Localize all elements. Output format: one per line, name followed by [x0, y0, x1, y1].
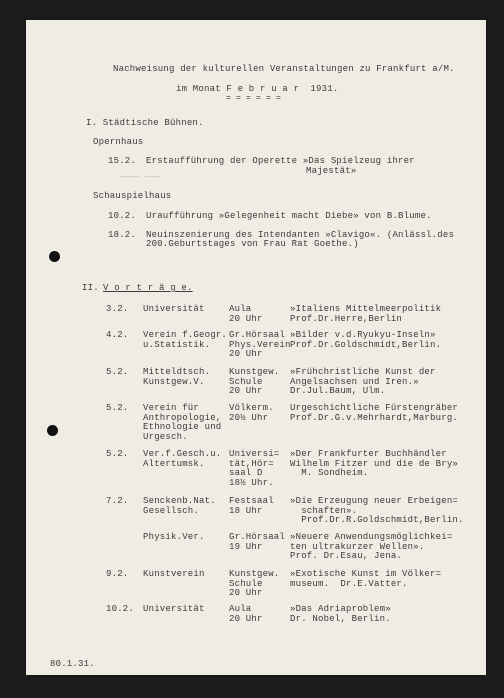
lecture-venue: Phys.Verein	[229, 339, 291, 350]
lecture-venue: Gr.Hörsaal	[229, 532, 286, 542]
lecture-date: 5.2.	[106, 403, 129, 413]
lecture-topic: Prof.Dr.R.Goldschmidt,Berlin.	[290, 515, 464, 525]
lecture-organizer: Ver.f.Gesch.u.	[143, 449, 222, 459]
lecture-topic: M. Sondheim.	[290, 468, 369, 478]
lecture-topic: »Das Adriaproblem»	[290, 604, 391, 614]
lecture-organizer: Verein f.Geogr.	[143, 330, 228, 340]
lecture-venue: Aula	[229, 304, 252, 314]
lecture-organizer: Urgesch.	[143, 431, 188, 442]
lecture-venue: Schule	[229, 376, 263, 387]
lecture-topic: Prof. Dr.Esau, Jena.	[290, 551, 403, 561]
lecture-topic: »Die Erzeugung neuer Erbeigen=	[290, 496, 459, 506]
lecture-topic: Dr. Nobel, Berlin.	[290, 613, 391, 624]
section-2-num: II.	[82, 283, 99, 293]
doc-subtitle: im Monat F e b r u a r 1931.	[176, 84, 339, 94]
lecture-venue: Kunstgew.	[229, 569, 280, 579]
section-2-heading: V o r t r ä g e.	[103, 283, 193, 293]
lecture-topic: Prof.Dr.Herre,Berlin	[290, 313, 403, 324]
lecture-organizer: Universität	[143, 604, 205, 614]
lecture-date: 5.2.	[106, 367, 129, 377]
lecture-topic: Wilhelm Fitzer und die de Bry»	[290, 458, 459, 469]
lecture-organizer: Altertumsk.	[143, 458, 205, 469]
lecture-venue: Gr.Hörsaal	[229, 330, 286, 340]
lecture-topic: schaften».	[290, 505, 358, 516]
subtitle-underline: = = = = = =	[226, 94, 282, 103]
entry-text: Majestät»	[306, 166, 357, 176]
lecture-topic: Dr.Jul.Baum, Ulm.	[290, 386, 386, 396]
lecture-organizer: Verein für	[143, 403, 200, 413]
lecture-topic: »Exotische Kunst im Völker=	[290, 569, 442, 579]
lecture-topic: museum. Dr.E.Vatter.	[290, 578, 408, 589]
lecture-topic: »Frühchristliche Kunst der	[290, 367, 436, 377]
lecture-organizer: Ethnologie und	[143, 422, 222, 432]
lecture-organizer: Universität	[143, 304, 205, 314]
lecture-topic: ten ultrakurzer Wellen».	[290, 541, 425, 552]
bleed-through: ———— ———	[120, 173, 161, 182]
lecture-venue: 20 Uhr	[229, 349, 263, 359]
entry-text: Neuinszenierung des Intendanten »Clavigo«. (Anlässl.des	[146, 230, 455, 240]
lecture-venue: 18 Uhr	[229, 505, 263, 516]
lecture-venue: 20 Uhr	[229, 613, 263, 624]
lecture-topic: Angelsachsen und Iren.»	[290, 376, 419, 387]
lecture-topic: »Neuere Anwendungsmöglichkei=	[290, 532, 453, 542]
lecture-organizer: Kunstgew.V.	[143, 376, 205, 387]
lecture-organizer: Kunstverein	[143, 569, 205, 579]
lecture-venue: Universi=	[229, 449, 280, 459]
lecture-venue: 19 Uhr	[229, 541, 263, 552]
lecture-venue: tät,Hör=	[229, 458, 274, 469]
opera-title: Opernhaus	[93, 137, 144, 147]
lecture-organizer: Gesellsch.	[143, 505, 200, 516]
footer-ref: 80.1.31.	[50, 659, 95, 669]
theatre-title: Schauspielhaus	[93, 191, 172, 201]
lecture-venue: saal D	[229, 468, 263, 478]
lecture-topic: »Bilder v.d.Ryukyu-Inseln»	[290, 330, 436, 340]
lecture-organizer: Senckenb.Nat.	[143, 496, 216, 506]
lecture-venue: Festsaal	[229, 496, 274, 506]
lecture-topic: Prof.Dr.Goldschmidt,Berlin.	[290, 339, 442, 350]
lecture-date: 7.2.	[106, 496, 129, 506]
lecture-venue: 20½ Uhr	[229, 412, 269, 423]
entry-text: Uraufführung »Gelegenheit macht Diebe» von B.Blume.	[146, 211, 432, 221]
lecture-venue: Schule	[229, 578, 263, 589]
lecture-date: 4.2.	[106, 330, 129, 340]
lecture-venue: Aula	[229, 604, 252, 614]
lecture-venue: 20 Uhr	[229, 588, 263, 598]
lecture-venue: 20 Uhr	[229, 313, 263, 324]
entry-date: 18.2.	[108, 230, 137, 240]
lecture-topic: »Der Frankfurter Buchhändler	[290, 449, 447, 459]
entry-date: 10.2.	[108, 211, 137, 221]
lecture-topic: Prof.Dr.G.v.Mehrhardt,Marburg.	[290, 412, 459, 423]
lecture-date: 3.2.	[106, 304, 129, 314]
lecture-venue: Völkerm.	[229, 403, 274, 413]
lecture-date: 9.2.	[106, 569, 129, 579]
lecture-venue: 20 Uhr	[229, 386, 263, 396]
lecture-topic: »Italiens Mittelmeerpolitik	[290, 304, 442, 314]
entry-date: 15.2.	[108, 156, 137, 166]
punch-hole	[49, 251, 60, 262]
section-1-heading: I. Städtische Bühnen.	[86, 118, 204, 128]
lecture-venue: Kunstgew.	[229, 367, 280, 377]
lecture-date: 5.2.	[106, 449, 129, 459]
lecture-organizer: Physik.Ver.	[143, 532, 205, 542]
lecture-date: 10.2.	[106, 604, 135, 614]
doc-title: Nachweisung der kulturellen Veranstaltungen zu Frankfurt a/M.	[113, 64, 455, 74]
lecture-topic: Urgeschichtliche Fürstengräber	[290, 403, 459, 413]
lecture-organizer: Anthropologie,	[143, 412, 222, 423]
lecture-venue: 18½ Uhr.	[229, 477, 274, 488]
lecture-organizer: u.Statistik.	[143, 339, 211, 350]
entry-text: Erstaufführung der Operette »Das Spielzeug ihrer	[146, 156, 415, 166]
punch-hole	[47, 425, 58, 436]
entry-text: 200.Geburtstages von Frau Rat Goethe.)	[146, 239, 359, 249]
lecture-organizer: Mitteldtsch.	[143, 367, 211, 377]
